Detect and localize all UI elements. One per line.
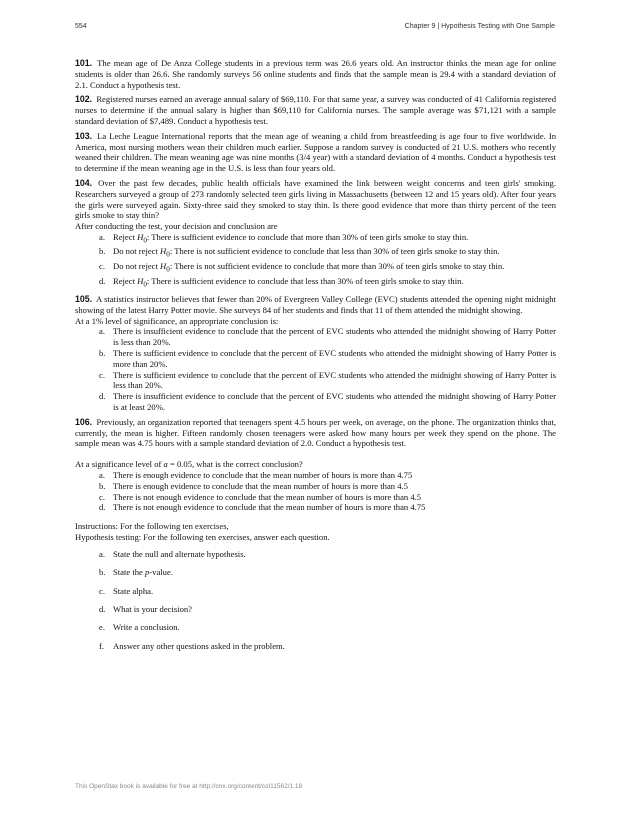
problem-104 bbox=[75, 178, 556, 290]
list-item: b. State the p-value. bbox=[99, 567, 173, 578]
problem-text: A statistics instructor believes that fewer than 20% of Evergreen Valley College (EVC) students attended the opening night midnight showing of the latest Harry Potter movie. She surveys 84 of her students and finds that 11 of them attended the midnight showing. bbox=[75, 294, 556, 315]
list-item: c. State alpha. bbox=[99, 585, 154, 596]
problem-105 bbox=[75, 294, 556, 413]
problem-text: La Leche League International reports that the mean age of weaning a child from breastfeeding is age four to five worldwide. In America, most nursing mothers wean their children much earlier. Suppose a random survey is conducted of 21 U.S. mothers who recently weaned their children. The mean weaning age was nine months (3/4 year) with a standard deviation of 4 months. Conduct a hypothesis test to determine if the mean weaning age in the U.S. is less than four years old. bbox=[75, 130, 556, 174]
list-item: d. Reject $H_0$: There is sufficient evidence to conclude that less than 30% of teen girls smoke to stay thin. bbox=[99, 275, 464, 289]
answer-options bbox=[75, 232, 556, 290]
list-item: d. There is insufficient evidence to conclude that the percent of EVC students who attended the midnight showing of Harry Potter is at least 20%. bbox=[99, 391, 556, 412]
list-item: b. Do not reject $H_0$: There is not sufficient evidence to conclude that less than 30% of teen girls smoke to stay thin. bbox=[99, 246, 500, 260]
problem-number: 105. bbox=[75, 294, 93, 305]
problem-103 bbox=[75, 131, 556, 174]
list-item: e. Write a conclusion. bbox=[99, 622, 180, 633]
problem-102 bbox=[75, 94, 556, 126]
list-item: c. Do not reject $H_0$: There is not sufficient evidence to conclude that more than 30% of teen girls smoke to stay thin. bbox=[99, 260, 505, 274]
chapter-title: Chapter 9 | Hypothesis Testing with One Sample bbox=[404, 23, 555, 30]
list-item: f. Answer any other questions asked in the problem. bbox=[99, 640, 285, 651]
problem-number: 104. bbox=[75, 177, 93, 188]
list-item: b. There is enough evidence to conclude that the mean number of hours is more than 4.5 bbox=[99, 480, 408, 491]
list-item: d. What is your decision? bbox=[99, 603, 192, 614]
problem-number: 102. bbox=[75, 94, 93, 105]
instructions bbox=[75, 521, 556, 651]
page-header bbox=[75, 23, 555, 37]
problem-text: Registered nurses earned an average annual salary of $69,110. For that same year, a survey was conducted of 41 California registered nurses to determine if the annual salary is higher than $69,110 for California nurses. The sample average was $71,121 with a sample standard deviation of $7,489. Conduct a hypothesis test. bbox=[75, 94, 556, 126]
list-item: b. There is sufficient evidence to conclude that the percent of EVC students who attended the midnight showing of Harry Potter is more than 20%. bbox=[99, 348, 556, 369]
answer-options bbox=[75, 470, 556, 513]
question-lead: At a 1% level of significance, an appropriate conclusion is: bbox=[75, 315, 279, 326]
instructions-line: Hypothesis testing: For the following ten exercises, answer each question. bbox=[75, 531, 330, 542]
problem-text: The mean age of De Anza College students in a previous term was 26.6 years old. An instructor thinks the mean age for online students is older than 26.6. She randomly surveys 56 online students and finds that the sample mean is 29.4 with a standard deviation of 2.1. Conduct a hypothesis test. bbox=[75, 58, 556, 90]
problem-number: 101. bbox=[75, 58, 93, 68]
list-item: a. Reject $H_0$: There is sufficient evidence to conclude that more than 30% of teen girls smoke to stay thin. bbox=[99, 231, 469, 245]
instructions-line: Instructions: For the following ten exercises, bbox=[75, 521, 229, 532]
list-item: a. There is insufficient evidence to conclude that the percent of EVC students who attended the midnight showing of Harry Potter is less than 20%. bbox=[99, 326, 556, 348]
problem-106 bbox=[75, 417, 556, 513]
problem-number: 106. bbox=[75, 416, 93, 427]
question-lead: At a significance level of a = 0.05, what is the correct conclusion? bbox=[75, 459, 303, 470]
list-item: d. There is not enough evidence to conclude that the mean number of hours is more than 4.75 bbox=[99, 502, 426, 513]
problem-text: Previously, an organization reported that teenagers spent 4.5 hours per week, on average, on the phone. The organization thinks that, currently, the mean is higher. Fifteen randomly chosen teenagers were asked how many hours per week they spend on the phone. The sample mean was 4.75 hours with a sample standard deviation of 2.0. Conduct a hypothesis test. bbox=[75, 416, 556, 449]
answer-options bbox=[75, 326, 556, 412]
problem-number: 103. bbox=[75, 130, 93, 141]
question-lead: After conducting the test, your decision and conclusion are bbox=[75, 221, 278, 232]
page-number: 554 bbox=[75, 23, 87, 30]
list-item: a. There is enough evidence to conclude that the mean number of hours is more than 4.75 bbox=[99, 469, 413, 480]
list-item: c. There is not enough evidence to conclude that the mean number of hours is more than 4.5 bbox=[99, 491, 422, 502]
list-item: a. State the null and alternate hypothesis. bbox=[99, 548, 246, 559]
list-item: c. There is sufficient evidence to conclude that the percent of EVC students who attended the midnight showing of Harry Potter is less than 20%. bbox=[99, 369, 556, 391]
problem-101 bbox=[75, 58, 556, 90]
page-footer: This OpenStax book is available for free at http://cnx.org/content/col11562/1.18 bbox=[75, 783, 303, 790]
problem-text: Over the past few decades, public health officials have examined the link between weight concerns and teen girls' smoking. Researchers surveyed a group of 273 randomly selected teen girls living in Massachusetts (between 12 and 15 years old). After four years the girls were surveyed again. Sixty-three said they smoked to stay thin. Is there good evidence that more than thirty percent of the teen girls smoke to stay thin? bbox=[75, 177, 556, 221]
page-content bbox=[75, 58, 556, 659]
step-list bbox=[75, 549, 556, 652]
